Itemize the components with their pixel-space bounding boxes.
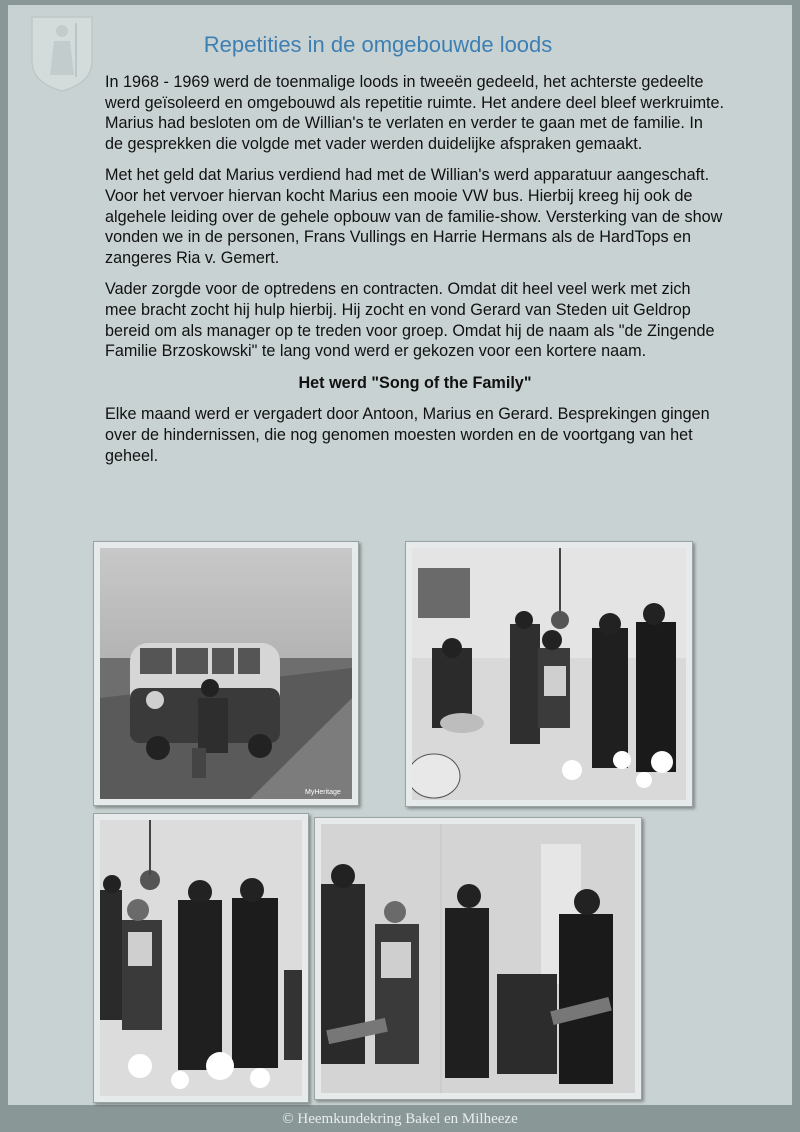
band-rehearsal-image [412,548,686,800]
vw-bus-image [100,548,352,799]
band-stage-left-image [100,820,302,1096]
page [8,5,792,1105]
paragraph: Vader zorgde voor de optredens en contracten. Omdat dit heel veel werk met zich mee bracht zocht hij hulp hierbij. Hij zocht en vond Gerard van Steden uit Geldrop bereid om als manager op te treden voor groep. Omdat hij de naam als "de Zingende Familie Brzoskowski" te lang vond werd er gekozen voor een kortere naam. [105,280,715,361]
article-body [105,72,725,477]
photo-watermark: MyHeritage [305,789,341,796]
photo-band-stage-right [314,817,642,1100]
paragraph: Elke maand werd er vergadert door Antoon, Marius en Gerard. Besprekingen gingen over de hindernissen, die nog genomen moesten worden en de voortgang van het geheel. [105,405,710,465]
section-heading: Het werd "Song of the Family" [298,373,532,392]
paragraph: In 1968 - 1969 werd de toenmalige loods in tweeën gedeeld, het achterste gedeelte werd geïsoleerd en omgebouwd als repetitie ruimte. Het andere deel bleef werkruimte. Marius had besloten om de Willian's te verlaten en verder te gaan met de familie. In de gesprekken die volgde met vader werden duidelijke afspraken gemaakt. [105,73,725,153]
photo-band-stage-left [93,813,309,1103]
page-title: Repetities in de omgebouwde loods [203,32,553,57]
band-stage-right-image [321,824,635,1093]
paragraph: Met het geld dat Marius verdiend had met de Willian's werd apparatuur aangeschaft. Voor het vervoer hiervan kocht Marius een mooie VW bus. Hierbij kreeg hij ook de algehele leiding over de gehele opbouw van de familie-show. Versterking van de show vonden we in de personen, Frans Vullings en Harrie Hermans als de HardTops en zangeres Ria v. Gemert. [105,166,723,267]
photo-vw-bus [93,541,359,806]
copyright-footer: © Heemkundekring Bakel en Milheeze [282,1111,518,1127]
photo-band-rehearsal [405,541,693,807]
